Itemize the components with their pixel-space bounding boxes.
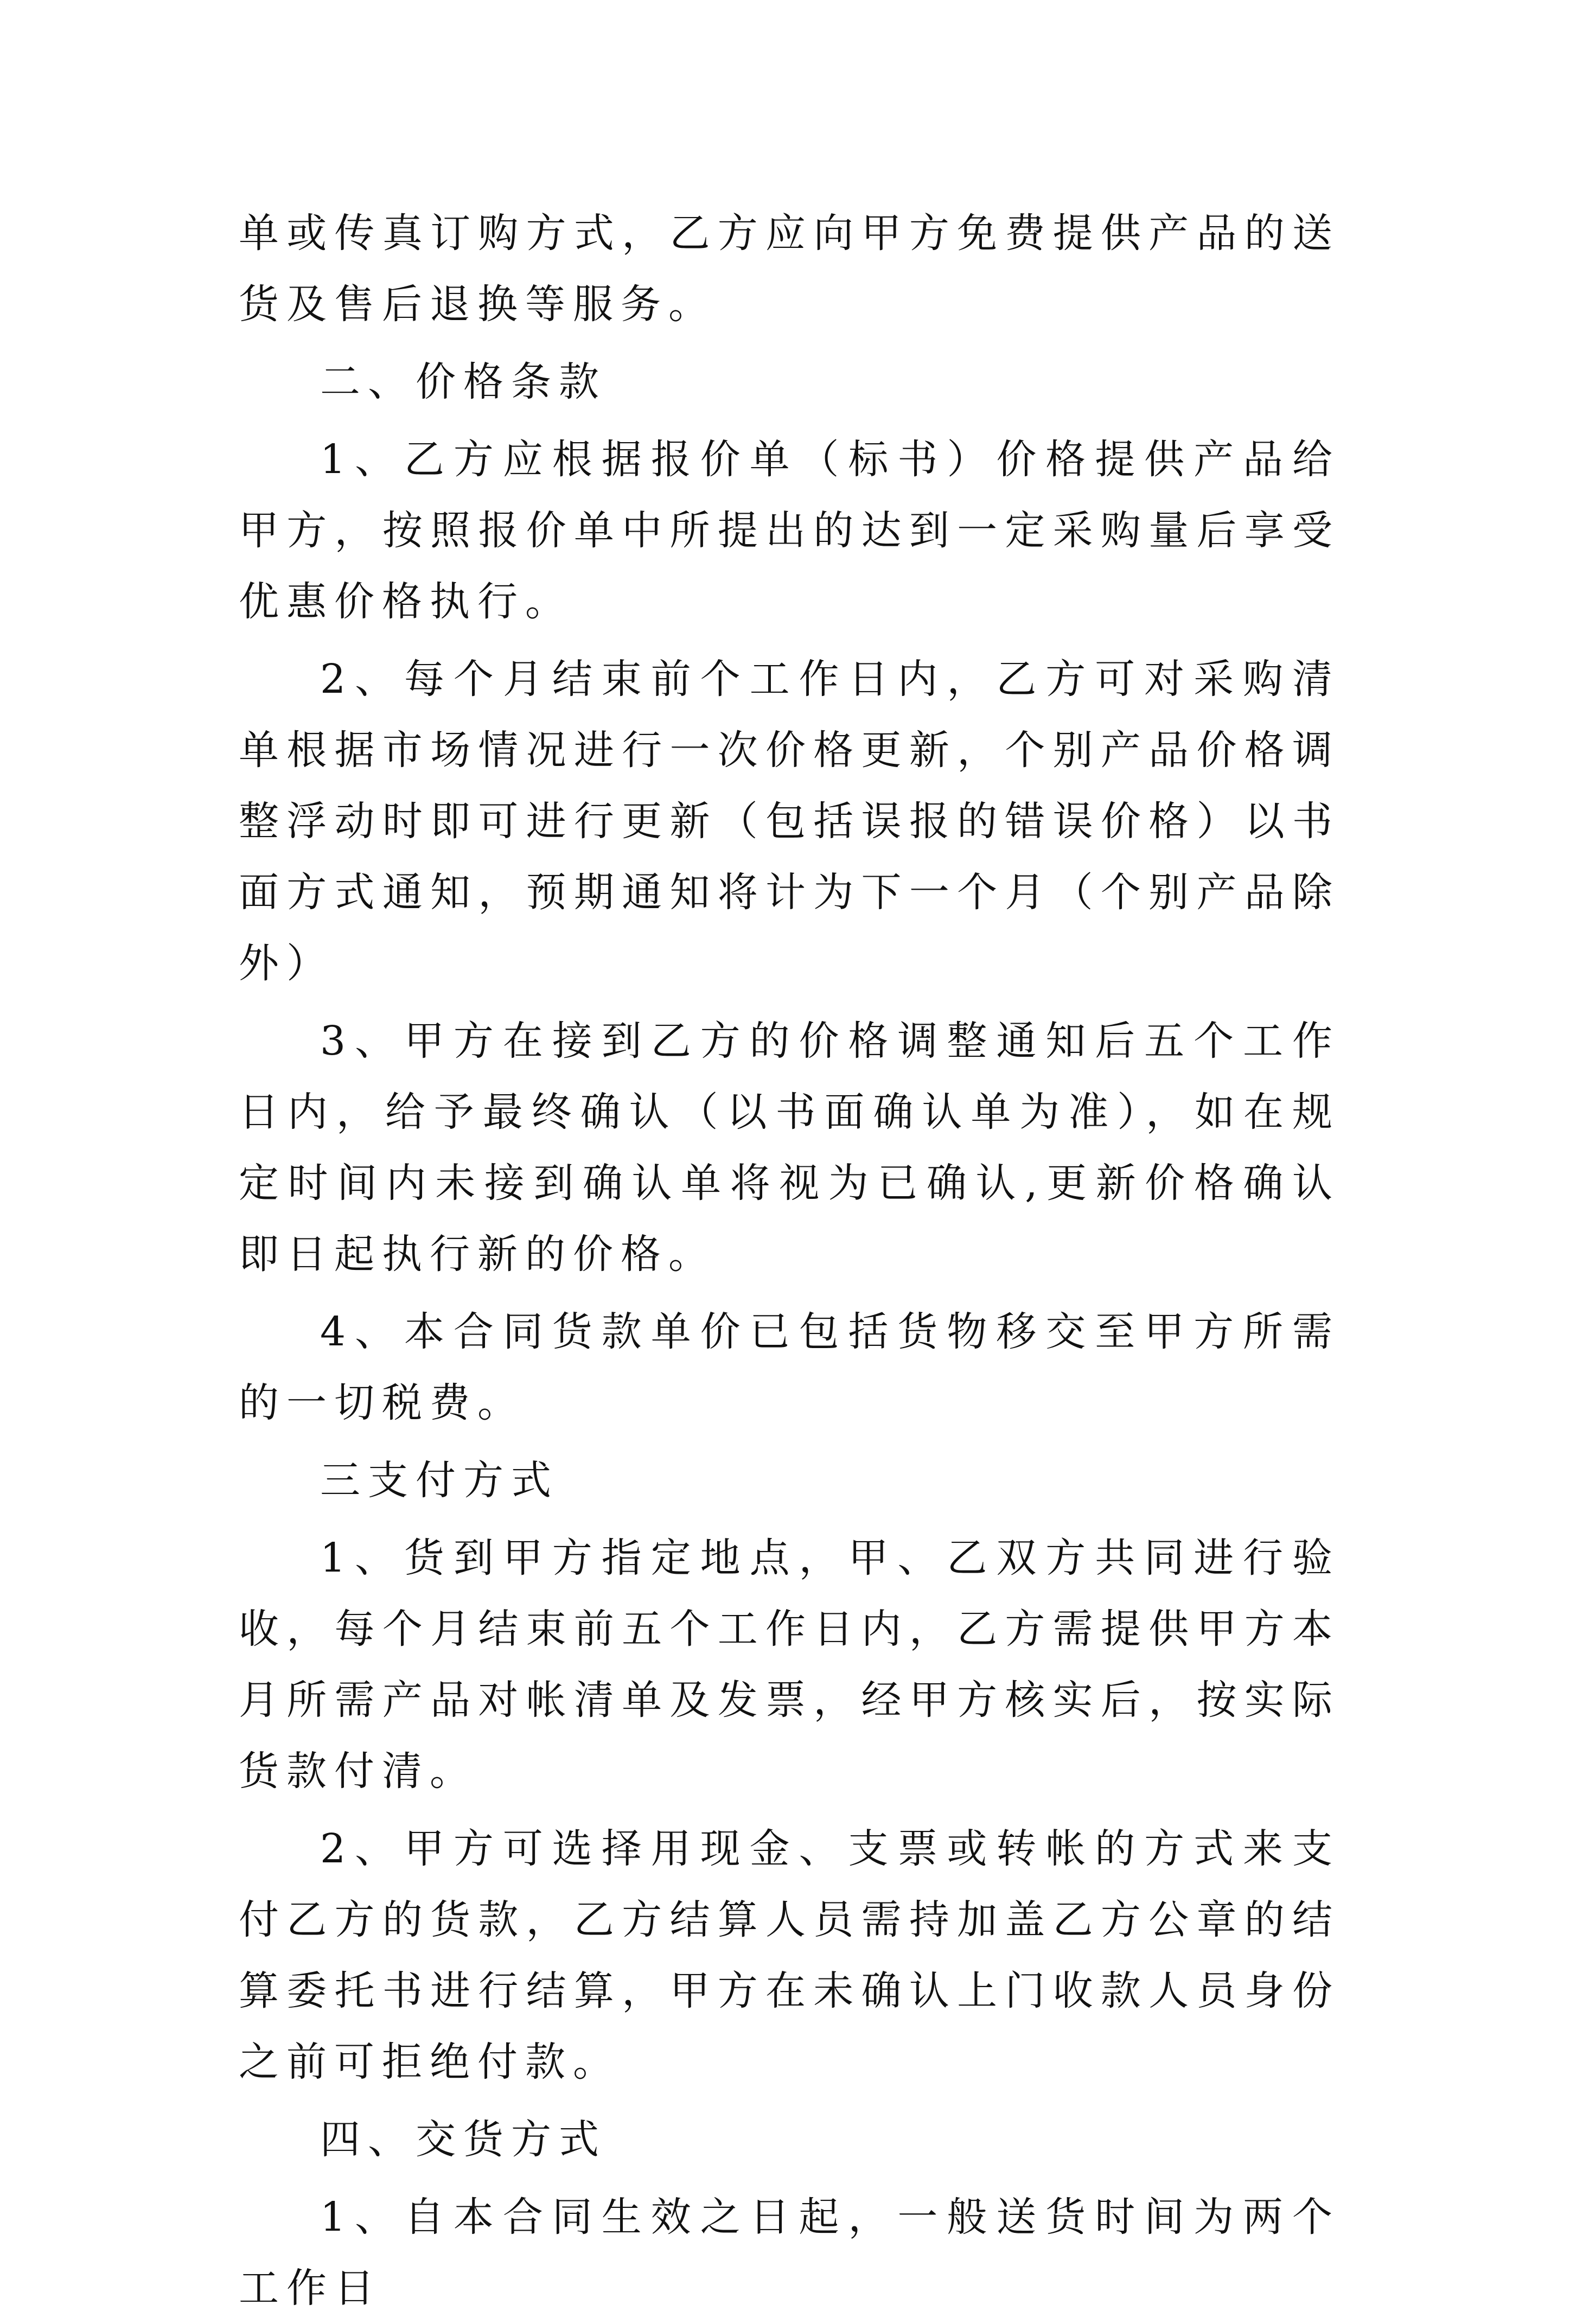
paragraph-price-clause-3: 3、甲方在接到乙方的价格调整通知后五个工作日内，给予最终确认（以书面确认单为准），如在规定时间内未接到确认单将视为已确认,更新价格确认即日起执行新的价格。 [239,1018,1340,1278]
paragraph-price-clause-4: 4、本合同货款单价已包括货物移交至甲方所需的一切税费。 [239,1308,1340,1426]
paragraph-continuation: 单或传真订购方式，乙方应向甲方免费提供产品的送货及售后退换等服务。 [239,210,1340,328]
paragraph-price-clause-1: 1、乙方应根据报价单（标书）价格提供产品给甲方，按照报价单中所提出的达到一定采购量后享受优惠价格执行。 [239,436,1340,625]
paragraph-delivery-clause-1: 1、自本合同生效之日起，一般送货时间为两个工作日 [239,2194,1340,2312]
section-heading-delivery-method: 四、交货方式 [320,2116,607,2163]
section-heading-price-terms: 二、价格条款 [320,359,607,405]
section-heading-payment-method: 三支付方式 [320,1457,559,1504]
paragraph-payment-clause-1: 1、货到甲方指定地点，甲、乙双方共同进行验收，每个月结束前五个工作日内，乙方需提供甲方本月所需产品对帐清单及发票，经甲方核实后，按实际货款付清。 [239,1535,1340,1795]
document-body [239,198,1340,2324]
paragraph-payment-clause-2: 2、甲方可选择用现金、支票或转帐的方式来支付乙方的货款，乙方结算人员需持加盖乙方公章的结算委托书进行结算，甲方在未确认上门收款人员身份之前可拒绝付款。 [239,1825,1340,2085]
paragraph-price-clause-2: 2、每个月结束前个工作日内，乙方可对采购清单根据市场情况进行一次价格更新，个别产品价格调整浮动时即可进行更新（包括误报的错误价格）以书面方式通知，预期通知将计为下一个月（个别产品除外） [239,656,1340,987]
